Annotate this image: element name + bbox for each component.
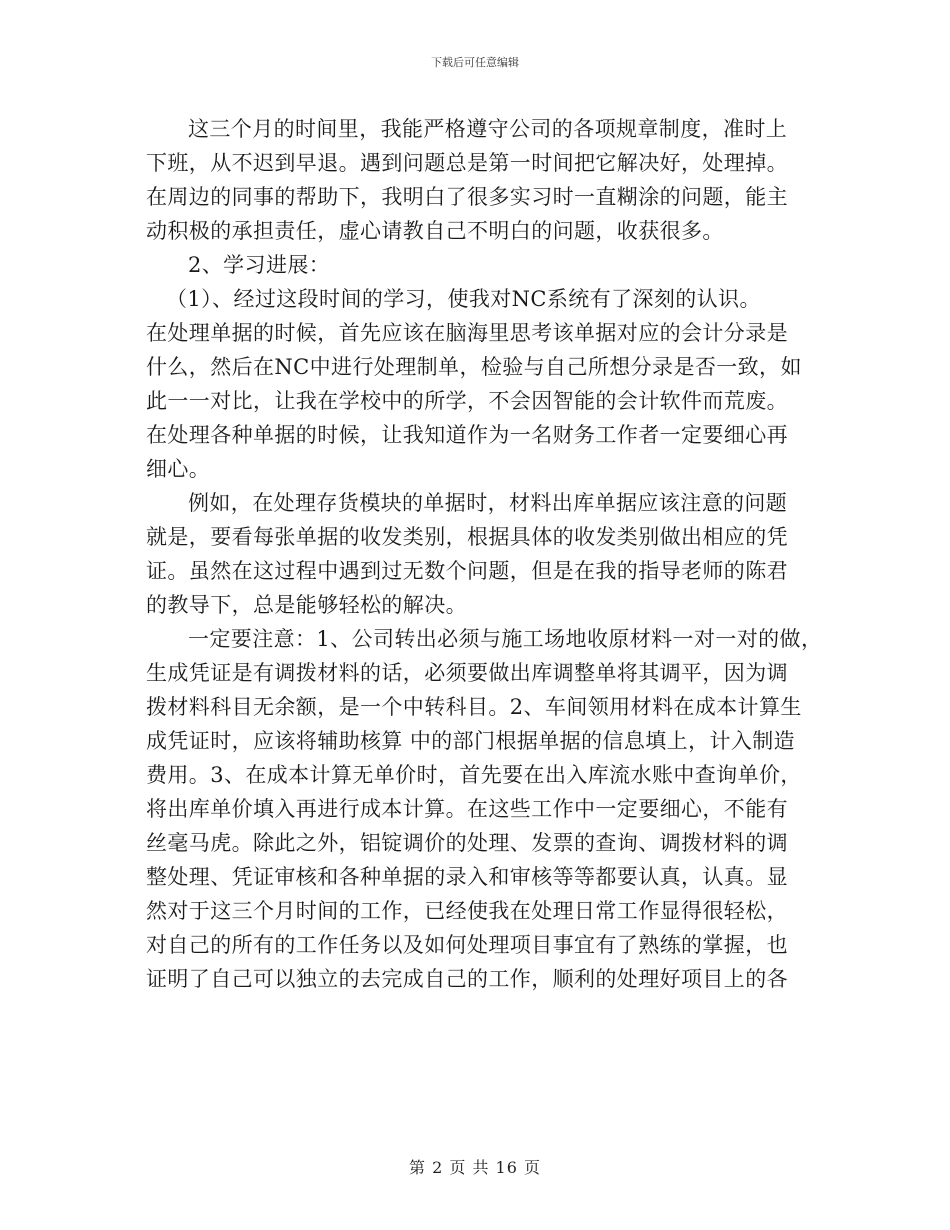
text-line: 将出库单价填入再进行成本计算。在这些工作中一定要细心，不能有 [146, 797, 788, 821]
text-line: 在周边的同事的帮助下，我明白了很多实习时一直糊涂的问题，能主 [146, 185, 788, 209]
text-line: 生成凭证是有调拨材料的话，必须要做出库调整单将其调平，因为调 [146, 661, 788, 685]
text-line: 费用。3、在成本计算无单价时，首先要在出入库流水账中查询单价， [146, 763, 802, 787]
section-heading: 2、学习进展： [188, 253, 331, 277]
text-line: 证明了自己可以独立的去完成自己的工作，顺利的处理好项目上的各 [146, 967, 788, 991]
text-line: 证。虽然在这过程中遇到过无数个问题，但是在我的指导老师的陈君 [146, 559, 788, 583]
text-line: 就是，要看每张单据的收发类别，根据具体的收发类别做出相应的凭 [146, 525, 788, 549]
text-line: 这三个月的时间里，我能严格遵守公司的各项规章制度，准时上 [188, 117, 788, 141]
text-line: 在处理单据的时候，首先应该在脑海里思考该单据对应的会计分录是 [146, 321, 788, 345]
text-line: 丝毫马虎。除此之外，铝锭调价的处理、发票的查询、调拨材料的调 [146, 831, 788, 855]
text-line: 然对于这三个月时间的工作，已经使我在处理日常工作显得很轻松， [146, 899, 788, 923]
text-line: 拨材料科目无余额，是一个中转科目。2、车间领用材料在成本计算生 [146, 695, 802, 719]
text-line: 整处理、凭证审核和各种单据的录入和审核等等都要认真，认真。显 [146, 865, 788, 889]
text-line: 一定要注意：1、公司转出必须与施工场地收原材料一对一对的做， [188, 627, 823, 651]
text-line: 在处理各种单据的时候，让我知道作为一名财务工作者一定要细心再 [146, 423, 788, 447]
text-line: 什么，然后在NC中进行处理制单，检验与自己所想分录是否一致，如 [146, 355, 802, 379]
page-number: 第 2 页 共 16 页 [409, 1158, 541, 1177]
text-line: （1）、经过这段时间的学习，使我对NC系统有了深刻的认识。 [166, 287, 761, 311]
text-line: 此一一对比，让我在学校中的所学，不会因智能的会计软件而荒废。 [146, 389, 788, 413]
text-line: 细心。 [146, 457, 211, 481]
text-line: 对自己的所有的工作任务以及如何处理项目事宜有了熟练的掌握，也 [146, 933, 788, 957]
text-line: 动积极的承担责任，虚心请教自己不明白的问题，收获很多。 [146, 219, 724, 243]
page-header: 下载后可任意编辑 [431, 56, 519, 69]
text-line: 成凭证时，应该将辅助核算 中的部门根据单据的信息填上，计入制造 [146, 729, 796, 753]
text-line: 的教导下，总是能够轻松的解决。 [146, 593, 467, 617]
text-line: 例如，在处理存货模块的单据时，材料出库单据应该注意的问题 [188, 491, 788, 515]
text-line: 下班，从不迟到早退。遇到问题总是第一时间把它解决好，处理掉。 [146, 151, 788, 175]
